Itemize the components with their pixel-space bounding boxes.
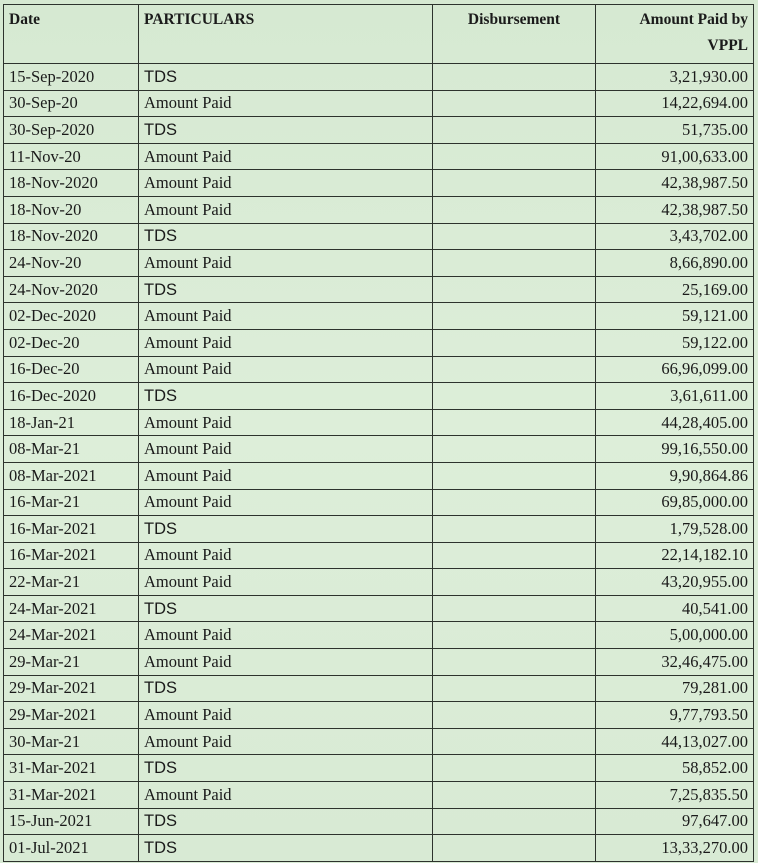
disbursement-cell bbox=[433, 250, 596, 277]
disbursement-cell bbox=[433, 728, 596, 755]
amount-cell: 9,90,864.86 bbox=[596, 462, 754, 489]
table-row bbox=[4, 90, 754, 117]
table-row bbox=[4, 143, 754, 170]
header-amount-line1: Amount Paid by bbox=[639, 11, 748, 28]
date-cell: 16-Mar-2021 bbox=[4, 516, 139, 543]
amount-cell: 8,66,890.00 bbox=[596, 250, 754, 277]
amount-cell: 1,79,528.00 bbox=[596, 516, 754, 543]
date-cell: 16-Dec-2020 bbox=[4, 383, 139, 410]
table-row bbox=[4, 170, 754, 197]
amount-cell: 3,43,702.00 bbox=[596, 223, 754, 250]
date-cell: 16-Mar-2021 bbox=[4, 542, 139, 569]
disbursement-cell bbox=[433, 595, 596, 622]
disbursement-cell bbox=[433, 569, 596, 596]
amount-cell: 97,647.00 bbox=[596, 808, 754, 835]
table-row bbox=[4, 223, 754, 250]
disbursement-cell bbox=[433, 649, 596, 676]
amount-cell: 7,25,835.50 bbox=[596, 782, 754, 809]
particulars-cell: Amount Paid bbox=[139, 489, 433, 516]
table-row bbox=[4, 569, 754, 596]
table-row bbox=[4, 542, 754, 569]
particulars-cell: TDS bbox=[139, 835, 433, 862]
particulars-cell: Amount Paid bbox=[139, 622, 433, 649]
particulars-cell: Amount Paid bbox=[139, 196, 433, 223]
disbursement-cell bbox=[433, 808, 596, 835]
particulars-cell: Amount Paid bbox=[139, 170, 433, 197]
date-cell: 01-Jul-2021 bbox=[4, 835, 139, 862]
date-cell: 08-Mar-21 bbox=[4, 436, 139, 463]
amount-cell: 42,38,987.50 bbox=[596, 196, 754, 223]
amount-cell: 79,281.00 bbox=[596, 675, 754, 702]
date-cell: 31-Mar-2021 bbox=[4, 755, 139, 782]
table-row bbox=[4, 782, 754, 809]
disbursement-cell bbox=[433, 702, 596, 729]
particulars-cell: Amount Paid bbox=[139, 250, 433, 277]
date-cell: 30-Sep-2020 bbox=[4, 117, 139, 144]
date-cell: 18-Jan-21 bbox=[4, 409, 139, 436]
table-row bbox=[4, 329, 754, 356]
disbursement-cell bbox=[433, 276, 596, 303]
date-cell: 16-Dec-20 bbox=[4, 356, 139, 383]
date-cell: 30-Mar-21 bbox=[4, 728, 139, 755]
table-row bbox=[4, 250, 754, 277]
particulars-cell: Amount Paid bbox=[139, 409, 433, 436]
table-row bbox=[4, 64, 754, 91]
particulars-cell: Amount Paid bbox=[139, 143, 433, 170]
disbursement-cell bbox=[433, 409, 596, 436]
particulars-cell: Amount Paid bbox=[139, 728, 433, 755]
amount-cell: 14,22,694.00 bbox=[596, 90, 754, 117]
header-date: Date bbox=[4, 5, 139, 64]
amount-cell: 13,33,270.00 bbox=[596, 835, 754, 862]
date-cell: 02-Dec-20 bbox=[4, 329, 139, 356]
disbursement-cell bbox=[433, 64, 596, 91]
disbursement-cell bbox=[433, 383, 596, 410]
date-cell: 16-Mar-21 bbox=[4, 489, 139, 516]
amount-cell: 25,169.00 bbox=[596, 276, 754, 303]
table-row bbox=[4, 489, 754, 516]
date-cell: 24-Nov-2020 bbox=[4, 276, 139, 303]
table-row bbox=[4, 303, 754, 330]
amount-cell: 42,38,987.50 bbox=[596, 170, 754, 197]
date-cell: 15-Jun-2021 bbox=[4, 808, 139, 835]
table-row bbox=[4, 808, 754, 835]
disbursement-cell bbox=[433, 675, 596, 702]
disbursement-cell bbox=[433, 329, 596, 356]
date-cell: 31-Mar-2021 bbox=[4, 782, 139, 809]
amount-cell: 51,735.00 bbox=[596, 117, 754, 144]
particulars-cell: Amount Paid bbox=[139, 436, 433, 463]
header-amount-line2: VPPL bbox=[707, 37, 748, 54]
date-cell: 24-Mar-2021 bbox=[4, 622, 139, 649]
table-row bbox=[4, 117, 754, 144]
amount-cell: 3,61,611.00 bbox=[596, 383, 754, 410]
particulars-cell: TDS bbox=[139, 64, 433, 91]
amount-cell: 9,77,793.50 bbox=[596, 702, 754, 729]
disbursement-cell bbox=[433, 356, 596, 383]
date-cell: 29-Mar-2021 bbox=[4, 702, 139, 729]
table-row bbox=[4, 755, 754, 782]
disbursement-cell bbox=[433, 516, 596, 543]
amount-cell: 58,852.00 bbox=[596, 755, 754, 782]
particulars-cell: Amount Paid bbox=[139, 329, 433, 356]
particulars-cell: Amount Paid bbox=[139, 542, 433, 569]
amount-cell: 69,85,000.00 bbox=[596, 489, 754, 516]
table-row bbox=[4, 702, 754, 729]
disbursement-cell bbox=[433, 170, 596, 197]
date-cell: 18-Nov-2020 bbox=[4, 170, 139, 197]
particulars-cell: TDS bbox=[139, 516, 433, 543]
date-cell: 15-Sep-2020 bbox=[4, 64, 139, 91]
particulars-cell: Amount Paid bbox=[139, 782, 433, 809]
table-row bbox=[4, 276, 754, 303]
date-cell: 18-Nov-2020 bbox=[4, 223, 139, 250]
table-row bbox=[4, 356, 754, 383]
disbursement-cell bbox=[433, 622, 596, 649]
date-cell: 24-Mar-2021 bbox=[4, 595, 139, 622]
particulars-cell: TDS bbox=[139, 755, 433, 782]
table-row bbox=[4, 196, 754, 223]
table-row bbox=[4, 835, 754, 862]
disbursement-cell bbox=[433, 835, 596, 862]
disbursement-cell bbox=[433, 223, 596, 250]
amount-cell: 5,00,000.00 bbox=[596, 622, 754, 649]
particulars-cell: TDS bbox=[139, 117, 433, 144]
date-cell: 18-Nov-20 bbox=[4, 196, 139, 223]
disbursement-cell bbox=[433, 462, 596, 489]
amount-cell: 99,16,550.00 bbox=[596, 436, 754, 463]
header-amount-paid bbox=[596, 5, 754, 64]
table-header bbox=[4, 5, 754, 64]
particulars-cell: Amount Paid bbox=[139, 462, 433, 489]
amount-cell: 3,21,930.00 bbox=[596, 64, 754, 91]
amount-cell: 91,00,633.00 bbox=[596, 143, 754, 170]
table-row bbox=[4, 622, 754, 649]
particulars-cell: Amount Paid bbox=[139, 303, 433, 330]
amount-cell: 43,20,955.00 bbox=[596, 569, 754, 596]
particulars-cell: Amount Paid bbox=[139, 649, 433, 676]
particulars-cell: Amount Paid bbox=[139, 356, 433, 383]
amount-cell: 22,14,182.10 bbox=[596, 542, 754, 569]
particulars-cell: TDS bbox=[139, 223, 433, 250]
header-disbursement: Disbursement bbox=[433, 5, 596, 64]
particulars-cell: Amount Paid bbox=[139, 90, 433, 117]
particulars-cell: Amount Paid bbox=[139, 702, 433, 729]
disbursement-cell bbox=[433, 782, 596, 809]
disbursement-cell bbox=[433, 196, 596, 223]
disbursement-cell bbox=[433, 117, 596, 144]
particulars-cell: TDS bbox=[139, 383, 433, 410]
particulars-cell: Amount Paid bbox=[139, 569, 433, 596]
table-row bbox=[4, 675, 754, 702]
table-body bbox=[4, 64, 754, 862]
particulars-cell: TDS bbox=[139, 808, 433, 835]
disbursement-cell bbox=[433, 542, 596, 569]
table-row bbox=[4, 516, 754, 543]
date-cell: 02-Dec-2020 bbox=[4, 303, 139, 330]
disbursement-cell bbox=[433, 755, 596, 782]
header-particulars: PARTICULARS bbox=[139, 5, 433, 64]
date-cell: 22-Mar-21 bbox=[4, 569, 139, 596]
date-cell: 29-Mar-21 bbox=[4, 649, 139, 676]
disbursement-cell bbox=[433, 143, 596, 170]
amount-cell: 44,13,027.00 bbox=[596, 728, 754, 755]
disbursement-cell bbox=[433, 90, 596, 117]
amount-cell: 40,541.00 bbox=[596, 595, 754, 622]
table-row bbox=[4, 383, 754, 410]
amount-cell: 59,121.00 bbox=[596, 303, 754, 330]
disbursement-cell bbox=[433, 436, 596, 463]
particulars-cell: TDS bbox=[139, 675, 433, 702]
header-row bbox=[4, 5, 754, 64]
table-row bbox=[4, 728, 754, 755]
disbursement-cell bbox=[433, 489, 596, 516]
table-row bbox=[4, 462, 754, 489]
table-row bbox=[4, 409, 754, 436]
table-row bbox=[4, 436, 754, 463]
amount-cell: 44,28,405.00 bbox=[596, 409, 754, 436]
date-cell: 11-Nov-20 bbox=[4, 143, 139, 170]
ledger-table bbox=[3, 4, 754, 862]
date-cell: 24-Nov-20 bbox=[4, 250, 139, 277]
amount-cell: 32,46,475.00 bbox=[596, 649, 754, 676]
date-cell: 08-Mar-2021 bbox=[4, 462, 139, 489]
table-row bbox=[4, 649, 754, 676]
table-row bbox=[4, 595, 754, 622]
date-cell: 30-Sep-20 bbox=[4, 90, 139, 117]
amount-cell: 59,122.00 bbox=[596, 329, 754, 356]
particulars-cell: TDS bbox=[139, 276, 433, 303]
date-cell: 29-Mar-2021 bbox=[4, 675, 139, 702]
particulars-cell: TDS bbox=[139, 595, 433, 622]
disbursement-cell bbox=[433, 303, 596, 330]
amount-cell: 66,96,099.00 bbox=[596, 356, 754, 383]
